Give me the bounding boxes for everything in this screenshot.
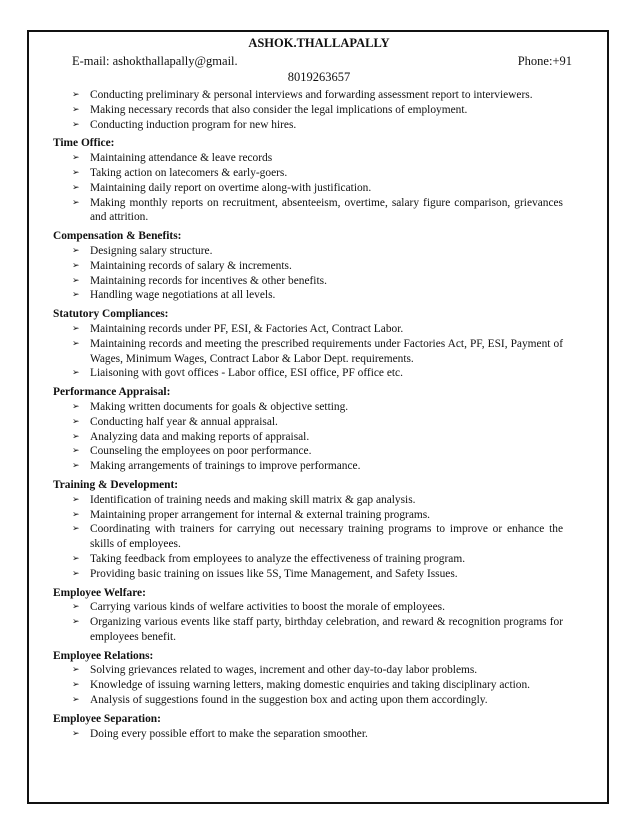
list-item-text: Maintaining records and meeting the prescribed requirements under Factories Act, PF, ESI, Payment of Wages, Minimum Wages, Contract Labor & Labor Dept. requirements. <box>90 337 563 365</box>
arrow-bullet-icon: ➢ <box>72 509 80 520</box>
section-heading: Employee Relations: <box>53 649 154 662</box>
list-item-text: Making necessary records that also consider the legal implications of employment. <box>90 103 468 116</box>
arrow-bullet-icon: ➢ <box>72 568 80 579</box>
bullet-list <box>53 322 563 381</box>
list-item-text: Identification of training needs and making skill matrix & gap analysis. <box>90 493 416 506</box>
arrow-bullet-icon: ➢ <box>72 494 80 505</box>
list-item-text: Taking action on latecomers & early-goers. <box>90 166 288 179</box>
list-item-text: Providing basic training on issues like 5S, Time Management, and Safety Issues. <box>90 567 458 580</box>
list-item <box>53 444 563 459</box>
list-item-text: Taking feedback from employees to analyze the effectiveness of training program. <box>90 552 466 565</box>
list-item <box>53 181 563 196</box>
arrow-bullet-icon: ➢ <box>72 245 80 256</box>
arrow-bullet-icon: ➢ <box>72 431 80 442</box>
list-item <box>53 522 563 552</box>
list-item <box>53 600 563 615</box>
arrow-bullet-icon: ➢ <box>72 461 80 472</box>
bullet-list <box>53 88 563 132</box>
list-item-text: Maintaining records of salary & increments. <box>90 259 292 272</box>
resume-section <box>53 229 563 303</box>
list-item <box>53 118 563 133</box>
arrow-bullet-icon: ➢ <box>72 167 80 178</box>
list-item <box>53 567 563 582</box>
phone-label: Phone:+91 <box>517 54 572 68</box>
arrow-bullet-icon: ➢ <box>72 338 80 349</box>
list-item <box>53 400 563 415</box>
arrow-bullet-icon: ➢ <box>72 680 80 691</box>
list-item-text: Conducting half year & annual appraisal. <box>90 415 278 428</box>
bullet-list <box>53 600 563 644</box>
list-item <box>53 415 563 430</box>
arrow-bullet-icon: ➢ <box>72 119 80 130</box>
resume-section <box>53 478 563 582</box>
list-item <box>53 693 563 708</box>
list-item <box>53 552 563 567</box>
resume-section <box>53 88 563 132</box>
list-item-text: Making arrangements of trainings to improve performance. <box>90 460 361 473</box>
list-item-text: Coordinating with trainers for carrying out necessary training programs to improve or enhance the skills of employees. <box>90 523 563 551</box>
list-item <box>53 663 563 678</box>
arrow-bullet-icon: ➢ <box>72 275 80 286</box>
arrow-bullet-icon: ➢ <box>72 524 80 535</box>
bullet-list <box>53 151 563 225</box>
section-heading: Training & Development: <box>53 478 179 491</box>
arrow-bullet-icon: ➢ <box>72 446 80 457</box>
arrow-bullet-icon: ➢ <box>72 553 80 564</box>
section-heading: Performance Appraisal: <box>53 386 171 399</box>
arrow-bullet-icon: ➢ <box>72 602 80 613</box>
list-item-text: Maintaining daily report on overtime along-with justification. <box>90 181 372 194</box>
resume-body <box>53 88 563 741</box>
list-item <box>53 430 563 445</box>
list-item-text: Analyzing data and making reports of appraisal. <box>90 430 310 443</box>
list-item-text: Maintaining records for incentives & other benefits. <box>90 274 327 287</box>
list-item <box>53 459 563 474</box>
list-item <box>53 615 563 645</box>
list-item-text: Handling wage negotiations at all levels. <box>90 289 276 302</box>
arrow-bullet-icon: ➢ <box>72 401 80 412</box>
list-item-text: Counseling the employees on poor performance. <box>90 445 312 458</box>
arrow-bullet-icon: ➢ <box>72 617 80 628</box>
list-item-text: Making written documents for goals & objective setting. <box>90 400 349 413</box>
resume-section <box>53 307 563 381</box>
list-item <box>53 151 563 166</box>
list-item <box>53 508 563 523</box>
arrow-bullet-icon: ➢ <box>72 182 80 193</box>
list-item <box>53 196 563 226</box>
list-item <box>53 103 563 118</box>
list-item-text: Liaisoning with govt offices - Labor office, ESI office, PF office etc. <box>90 367 403 380</box>
list-item-text: Maintaining records under PF, ESI, & Factories Act, Contract Labor. <box>90 322 404 335</box>
bullet-list <box>53 400 563 474</box>
list-item <box>53 88 563 103</box>
list-item <box>53 166 563 181</box>
arrow-bullet-icon: ➢ <box>72 323 80 334</box>
arrow-bullet-icon: ➢ <box>72 665 80 676</box>
list-item-text: Maintaining proper arrangement for internal & external training programs. <box>90 508 431 521</box>
arrow-bullet-icon: ➢ <box>72 153 80 164</box>
list-item <box>53 244 563 259</box>
list-item-text: Making monthly reports on recruitment, absenteeism, overtime, salary figure comparison, grievances and attrition. <box>90 196 563 224</box>
list-item <box>53 259 563 274</box>
arrow-bullet-icon: ➢ <box>72 260 80 271</box>
list-item-text: Maintaining attendance & leave records <box>90 152 273 165</box>
section-heading: Employee Welfare: <box>53 586 146 599</box>
bullet-list <box>53 663 563 707</box>
candidate-name: ASHOK.THALLAPALLY <box>248 36 390 50</box>
arrow-bullet-icon: ➢ <box>72 290 80 301</box>
arrow-bullet-icon: ➢ <box>72 728 80 739</box>
arrow-bullet-icon: ➢ <box>72 104 80 115</box>
section-heading: Compensation & Benefits: <box>53 230 182 243</box>
list-item <box>53 366 563 381</box>
list-item <box>53 727 563 742</box>
list-item <box>53 493 563 508</box>
list-item-text: Analysis of suggestions found in the suggestion box and acting upon them accordingly. <box>90 694 488 707</box>
arrow-bullet-icon: ➢ <box>72 695 80 706</box>
section-heading: Statutory Compliances: <box>53 308 169 321</box>
resume-section <box>53 712 563 742</box>
list-item <box>53 288 563 303</box>
list-item <box>53 678 563 693</box>
section-heading: Time Office: <box>53 137 115 150</box>
list-item <box>53 274 563 289</box>
email-text: E-mail: ashokthallapally@gmail. <box>72 54 238 68</box>
list-item-text: Knowledge of issuing warning letters, making domestic enquiries and taking disciplinary action. <box>90 679 531 692</box>
list-item-text: Conducting preliminary & personal interviews and forwarding assessment report to interviewers. <box>90 89 533 101</box>
arrow-bullet-icon: ➢ <box>72 197 80 208</box>
list-item-text: Conducting induction program for new hires. <box>90 118 297 131</box>
arrow-bullet-icon: ➢ <box>72 416 80 427</box>
resume-section <box>53 136 563 225</box>
list-item <box>53 322 563 337</box>
bullet-list <box>53 244 563 303</box>
arrow-bullet-icon: ➢ <box>72 90 80 100</box>
list-item-text: Doing every possible effort to make the separation smoother. <box>90 727 368 740</box>
list-item-text: Solving grievances related to wages, increment and other day-to-day labor problems. <box>90 664 478 677</box>
bullet-list <box>53 727 563 742</box>
phone-number: 8019263657 <box>287 70 351 84</box>
bullet-list <box>53 493 563 582</box>
list-item-text: Designing salary structure. <box>90 244 213 257</box>
section-heading: Employee Separation: <box>53 712 161 725</box>
resume-section <box>53 385 563 474</box>
list-item-text: Carrying various kinds of welfare activities to boost the morale of employees. <box>90 601 445 614</box>
resume-section <box>53 586 563 645</box>
list-item <box>53 337 563 367</box>
arrow-bullet-icon: ➢ <box>72 368 80 379</box>
resume-section <box>53 649 563 708</box>
list-item-text: Organizing various events like staff party, birthday celebration, and reward & recognition programs for employees benefit. <box>90 616 563 643</box>
